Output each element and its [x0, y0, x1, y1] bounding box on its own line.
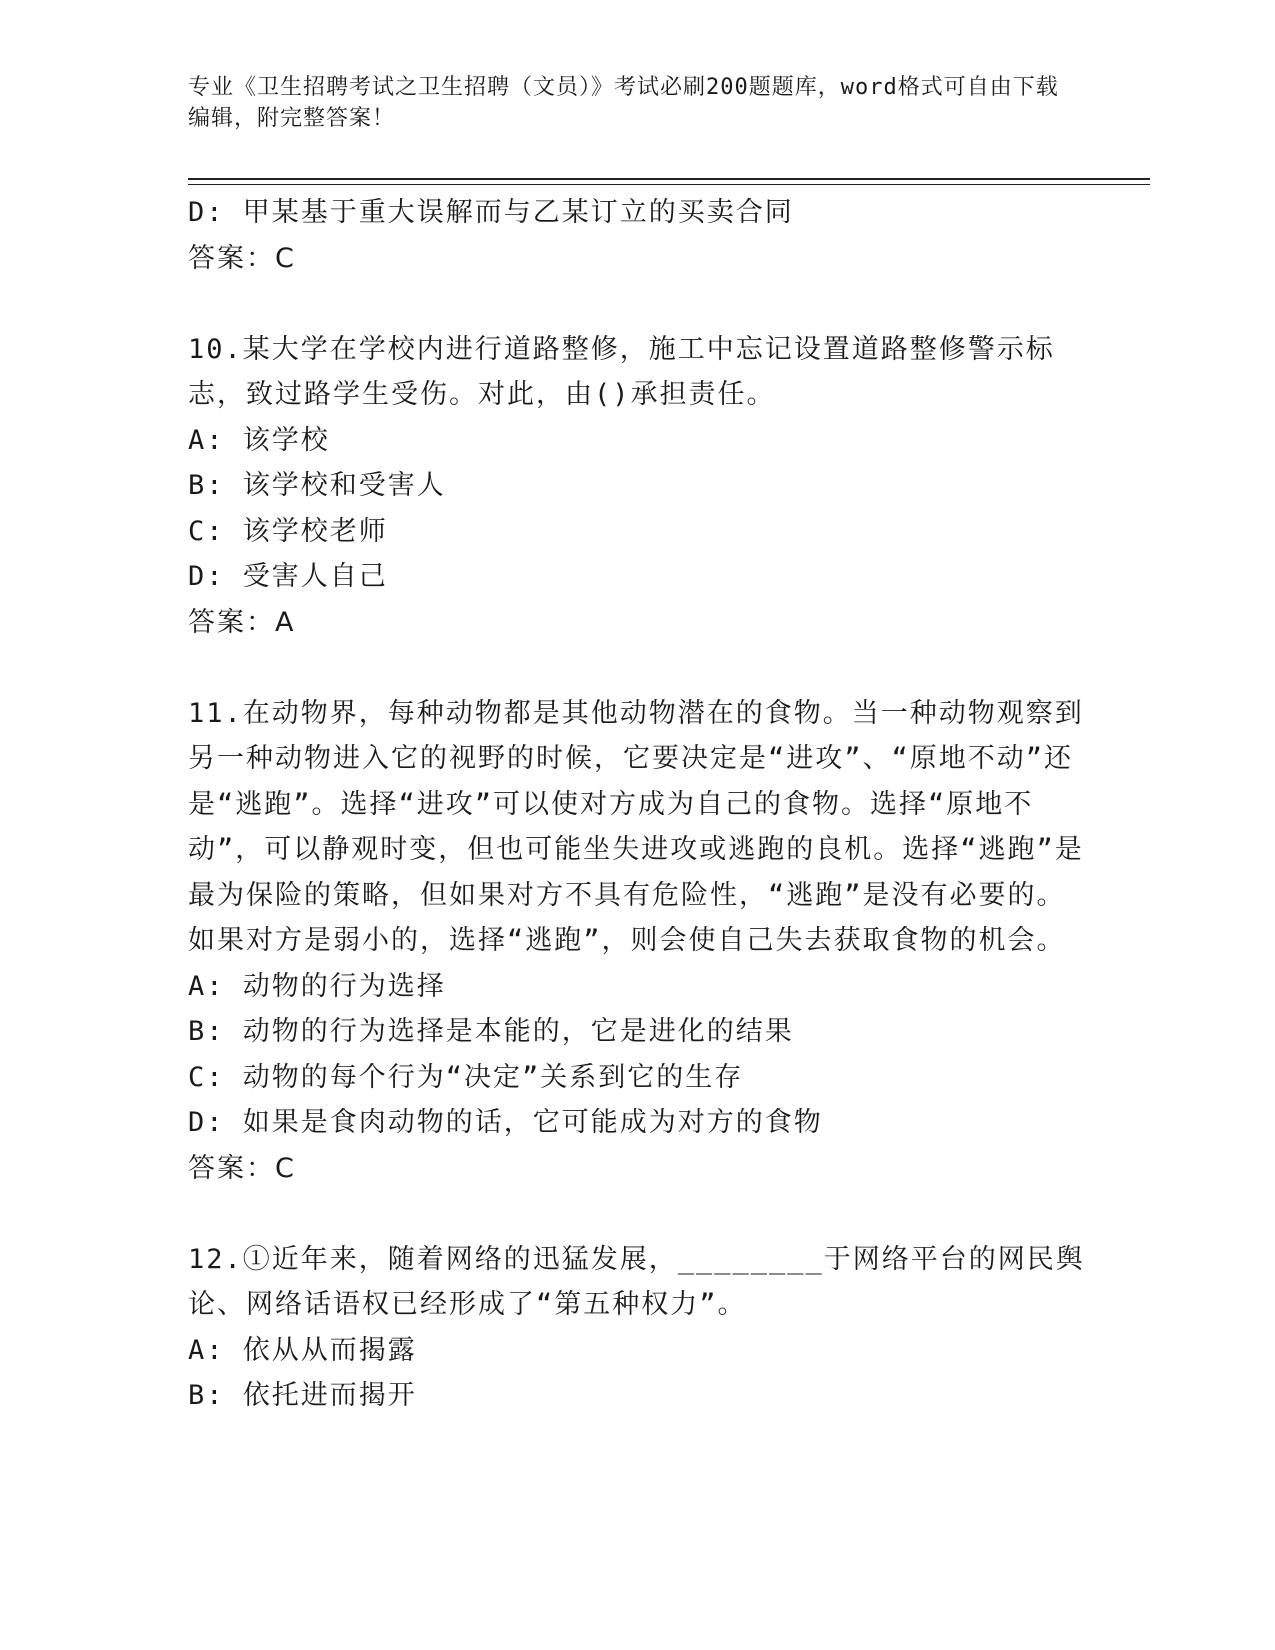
question-11	[188, 691, 1088, 1192]
option-b: B: 动物的行为选择是本能的，它是进化的结果	[188, 1016, 794, 1047]
question-12	[188, 1237, 1088, 1419]
page-header: 专业《卫生招聘考试之卫生招聘（文员）》考试必刷200题题库，word格式可自由下载编辑，附完整答案！	[188, 75, 1059, 131]
option-b: B: 该学校和受害人	[188, 470, 446, 501]
answer: 答案：C	[188, 242, 296, 274]
header-rule-thin	[188, 184, 1150, 185]
question-content	[188, 190, 1088, 1419]
option-d: D: 受害人自己	[188, 561, 388, 592]
answer: 答案：C	[188, 1152, 296, 1184]
header-rule-thick	[188, 178, 1150, 180]
question-stem: 11.在动物界，每种动物都是其他动物潜在的食物。当一种动物观察到另一种动物进入它的视野的时候，它要决定是“进攻”、“原地不动”还是“逃跑”。选择“进攻”可以使对方成为自己的食物。选择“原地不动”，可以静观时变，但也可能坐失进攻或逃跑的良机。选择“逃跑”是最为保险的策略，但如果对方不具有危险性，“逃跑”是没有必要的。如果对方是弱小的，选择“逃跑”，则会使自己失去获取食物的机会。	[188, 697, 1084, 956]
spacer	[188, 645, 1088, 691]
question-stem: 10.某大学在学校内进行道路整修，施工中忘记设置道路整修警示标志，致过路学生受伤。对此，由()承担责任。	[188, 333, 1055, 410]
spacer	[188, 281, 1088, 327]
option-b: B: 依托进而揭开	[188, 1380, 417, 1411]
question-10	[188, 327, 1088, 646]
option-a: A: 该学校	[188, 424, 330, 456]
option-a: A: 依从从而揭露	[188, 1334, 417, 1366]
spacer	[188, 1191, 1088, 1237]
option-c: C: 该学校老师	[188, 515, 388, 547]
option-d: D: 甲某基于重大误解而与乙某订立的买卖合同	[188, 197, 794, 228]
question-stem: 12.①近年来，随着网络的迅猛发展，________于网络平台的网民舆论、网络话语权已经形成了“第五种权力”。	[188, 1243, 1085, 1320]
option-a: A: 动物的行为选择	[188, 970, 446, 1002]
option-c: C: 动物的每个行为“决定”关系到它的生存	[188, 1061, 744, 1093]
answer: 答案：A	[188, 606, 296, 638]
option-d: D: 如果是食肉动物的话，它可能成为对方的食物	[188, 1107, 823, 1138]
